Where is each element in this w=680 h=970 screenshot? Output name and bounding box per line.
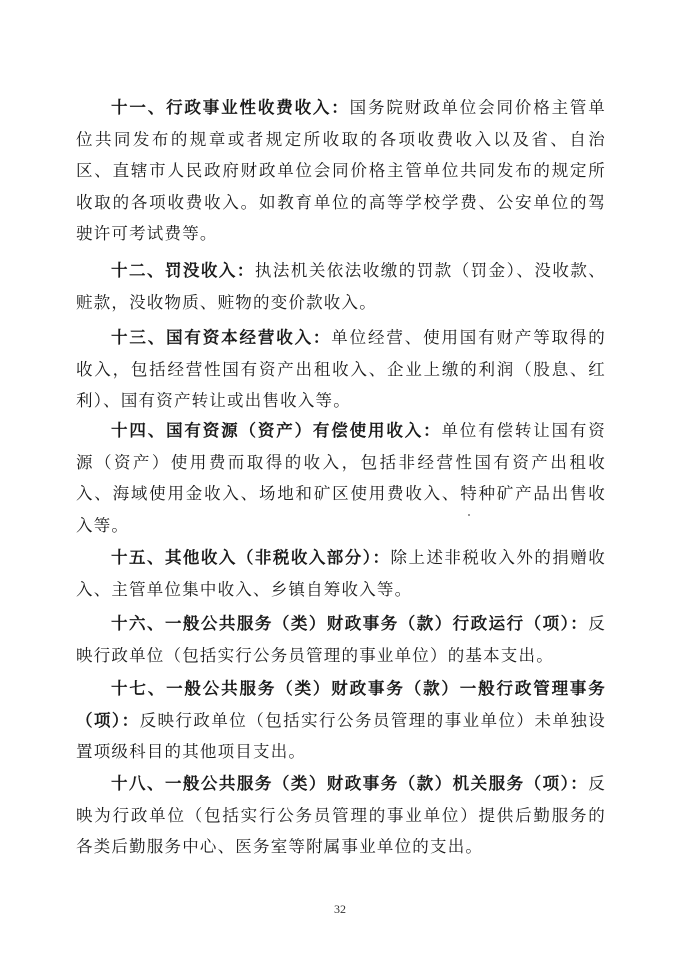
paragraph-body: 反映行政单位（包括实行公务员管理的事业单位）的基本支出。: [76, 614, 606, 665]
paragraph-body: 国务院财政单位会同价格主管单位共同发布的规章或者规定所收取的各项收费收入以及省、自治区、直辖市人民政府财政单位会同价格主管单位共同发布的规定所收取的各项收费收入。如教育单位的高等学校学费、公安单位的驾驶许可考试费等。: [76, 98, 606, 243]
paragraph-item-17: [76, 673, 606, 768]
paragraph-item-14: [76, 415, 606, 541]
paragraph-item-18: [76, 768, 606, 863]
paragraph-body: 除上述非税收入外的捐赠收入、主管单位集中收入、乡镇自筹收入等。: [76, 548, 606, 599]
paragraph-body: 反映为行政单位（包括实行公务员管理的事业单位）提供后勤服务的各类后勤服务中心、医务室等附属事业单位的支出。: [76, 774, 606, 856]
page-number: 32: [334, 902, 346, 916]
paragraph-heading: 十一、行政事业性收费收入：: [111, 98, 350, 117]
paragraph-body: 单位经营、使用国有财产等取得的收入，包括经营性国有资产出租收入、企业上缴的利润（股息、红利）、国有资产转让或出售收入等。: [76, 328, 607, 410]
scan-speck: [468, 514, 470, 516]
paragraph-heading: 十七、一般公共服务（类）财政事务（款）一般行政管理事务（项）：: [76, 679, 606, 730]
paragraph-body: 执法机关依法收缴的罚款（罚金）、没收款、赃款，没收物质、赃物的变价款收入。: [76, 261, 607, 312]
paragraph-heading: 十三、国有资本经营收入：: [111, 328, 332, 347]
paragraph-item-15: [76, 542, 606, 605]
paragraph-item-16: [76, 608, 606, 671]
paragraph-heading: 十六、一般公共服务（类）财政事务（款）行政运行（项）：: [111, 614, 589, 633]
paragraph-heading: 十四、国有资源（资产）有偿使用收入：: [111, 421, 442, 440]
paragraph-heading: 十五、其他收入（非税收入部分）：: [111, 548, 391, 567]
paragraph-item-12: [76, 255, 606, 318]
paragraph-body: 反映行政单位（包括实行公务员管理的事业单位）未单独设置项级科目的其他项目支出。: [76, 710, 606, 761]
paragraph-heading: 十八、一般公共服务（类）财政事务（款）机关服务（项）：: [111, 774, 589, 793]
paragraph-body: 单位有偿转让国有资源（资产）使用费而取得的收入，包括非经营性国有资产出租收入、海域使用金收入、场地和矿区使用费收入、特种矿产品出售收入等。: [76, 421, 606, 535]
paragraph-heading: 十二、罚没收入：: [111, 261, 255, 280]
paragraph-item-13: [76, 322, 606, 417]
paragraph-item-11: [76, 92, 606, 250]
